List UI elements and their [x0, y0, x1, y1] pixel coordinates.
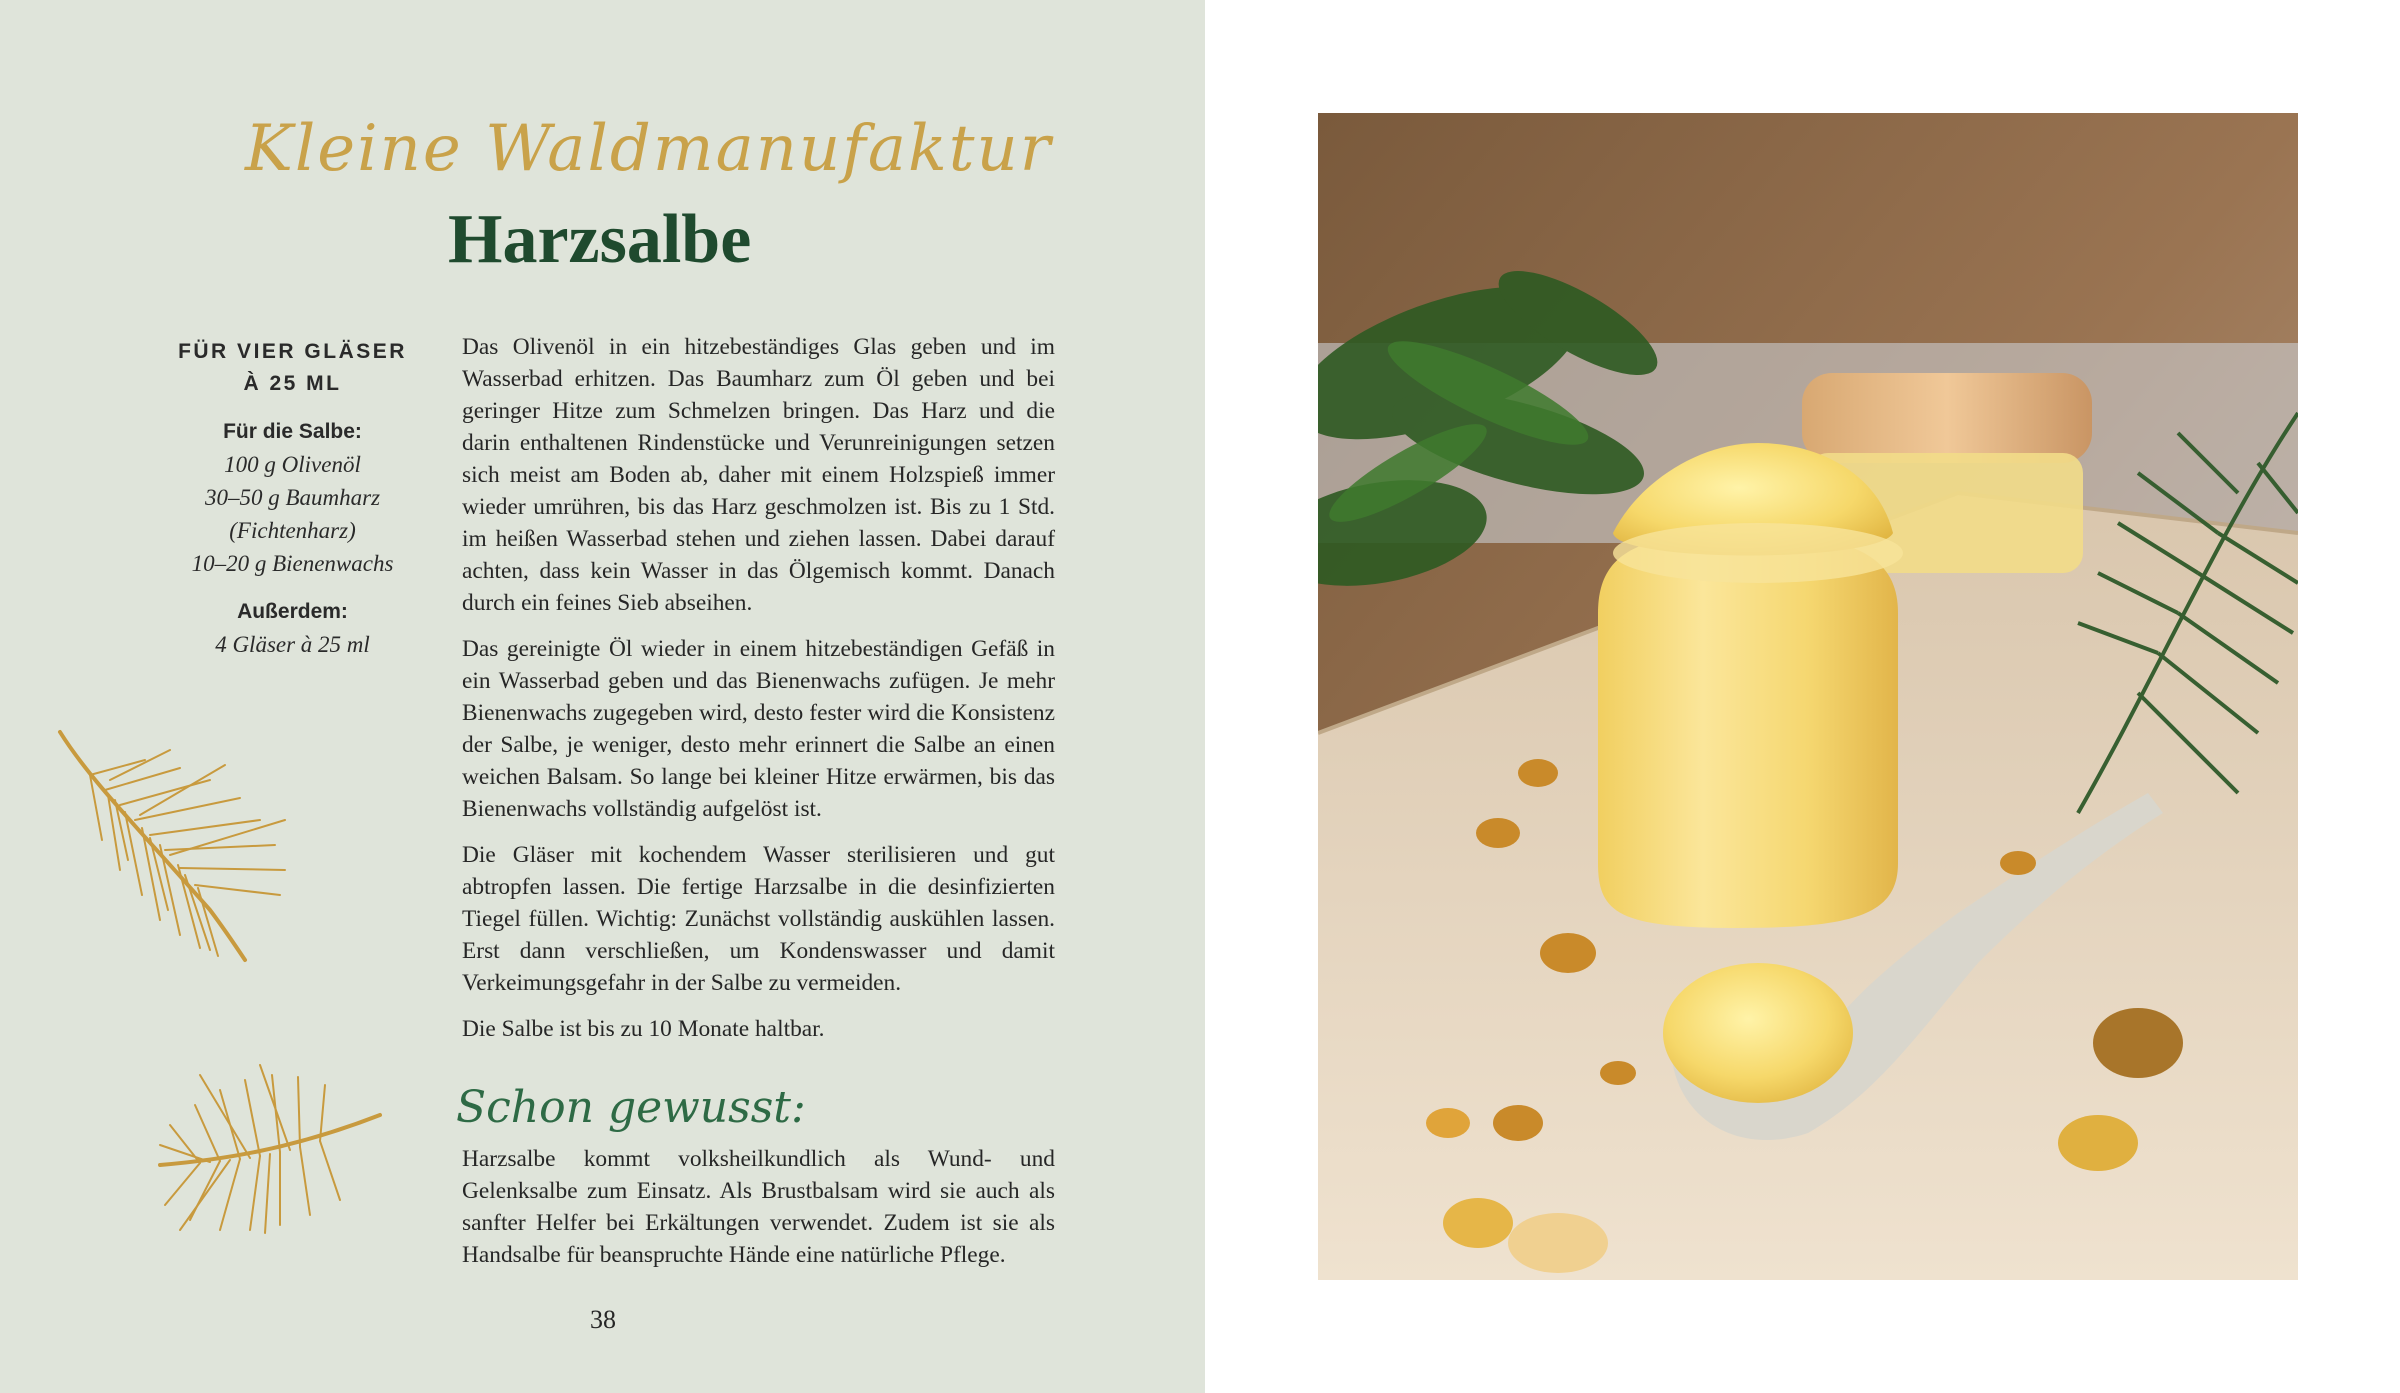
ingredient-item: 30–50 g Baumharz	[204, 485, 381, 510]
tip-box	[462, 1143, 1055, 1271]
instruction-paragraph: Die Gläser mit kochendem Wasser sterilisieren und gut abtropfen lassen. Die fertige Harzsalbe in die desinfizierten Tiegel füllen. Wichtig: Zunächst vollständig auskühlen lassen. Erst dann verschließen, um Kondenswasser und damit Verkeimungsgefahr in der Salbe zu vermeiden.	[462, 842, 1055, 996]
tip-heading: Schon gewusst:	[456, 1082, 806, 1133]
series-title: Kleine Waldmanufaktur	[245, 112, 1053, 186]
instruction-paragraph: Die Salbe ist bis zu 10 Monate haltbar.	[462, 1016, 825, 1042]
pine-sprig-icon	[50, 720, 310, 970]
salve-jar-photo	[1318, 113, 2298, 1280]
ingredient-item: (Fichtenharz)	[229, 518, 356, 543]
recipe-instructions	[462, 331, 1055, 1059]
ingredient-item: 100 g Olivenöl	[224, 452, 361, 477]
ingredient-item: 4 Gläser à 25 ml	[215, 632, 370, 657]
ingredient-item: 10–20 g Bienenwachs	[191, 551, 394, 576]
page-title: Harzsalbe	[448, 201, 752, 278]
pine-sprig-icon	[140, 1055, 390, 1235]
page-number: 38	[590, 1305, 616, 1334]
ingredients-section-ausserdem: Außerdem:	[237, 600, 348, 623]
yield-line-2: À 25 ML	[243, 372, 342, 395]
ingredients-panel	[150, 336, 435, 661]
tip-text: Harzsalbe kommt volksheilkundlich als Wund- und Gelenksalbe zum Einsatz. Als Brustbalsam wird sie auch als sanfter Helfer bei Erkältungen verwendet. Zudem ist sie als Handsalbe für beanspruchte Hände eine natürliche Pflege.	[462, 1146, 1055, 1268]
ingredients-section-salbe: Für die Salbe:	[223, 420, 362, 443]
instruction-paragraph: Das Olivenöl in ein hitzebeständiges Glas geben und im Wasserbad erhitzen. Das Baumharz zum Öl geben und bei geringer Hitze zum Schmelzen bringen. Das Harz und die darin enthaltenen Rindenstücke und Verunreinigungen setzen sich meist am Boden ab, daher mit einem Holzspieß immer wieder umrühren, bis das Harz geschmolzen ist. Bis zu 1 Std. im heißen Wasserbad stehen und ziehen lassen. Dabei darauf achten, dass kein Wasser in das Ölgemisch kommt. Danach durch ein feines Sieb abseihen.	[462, 334, 1055, 616]
instruction-paragraph: Das gereinigte Öl wieder in einem hitzebeständigen Gefäß in ein Wasserbad geben und das Bienenwachs zufügen. Je mehr Bienenwachs zugegeben wird, desto fester wird die Konsistenz der Salbe, je weniger, desto mehr erinnert die Salbe an einen weichen Balsam. So lange bei kleiner Hitze erwärmen, bis das Bienenwachs vollständig aufgelöst ist.	[462, 636, 1055, 822]
yield-line-1: FÜR VIER GLÄSER	[178, 340, 407, 363]
